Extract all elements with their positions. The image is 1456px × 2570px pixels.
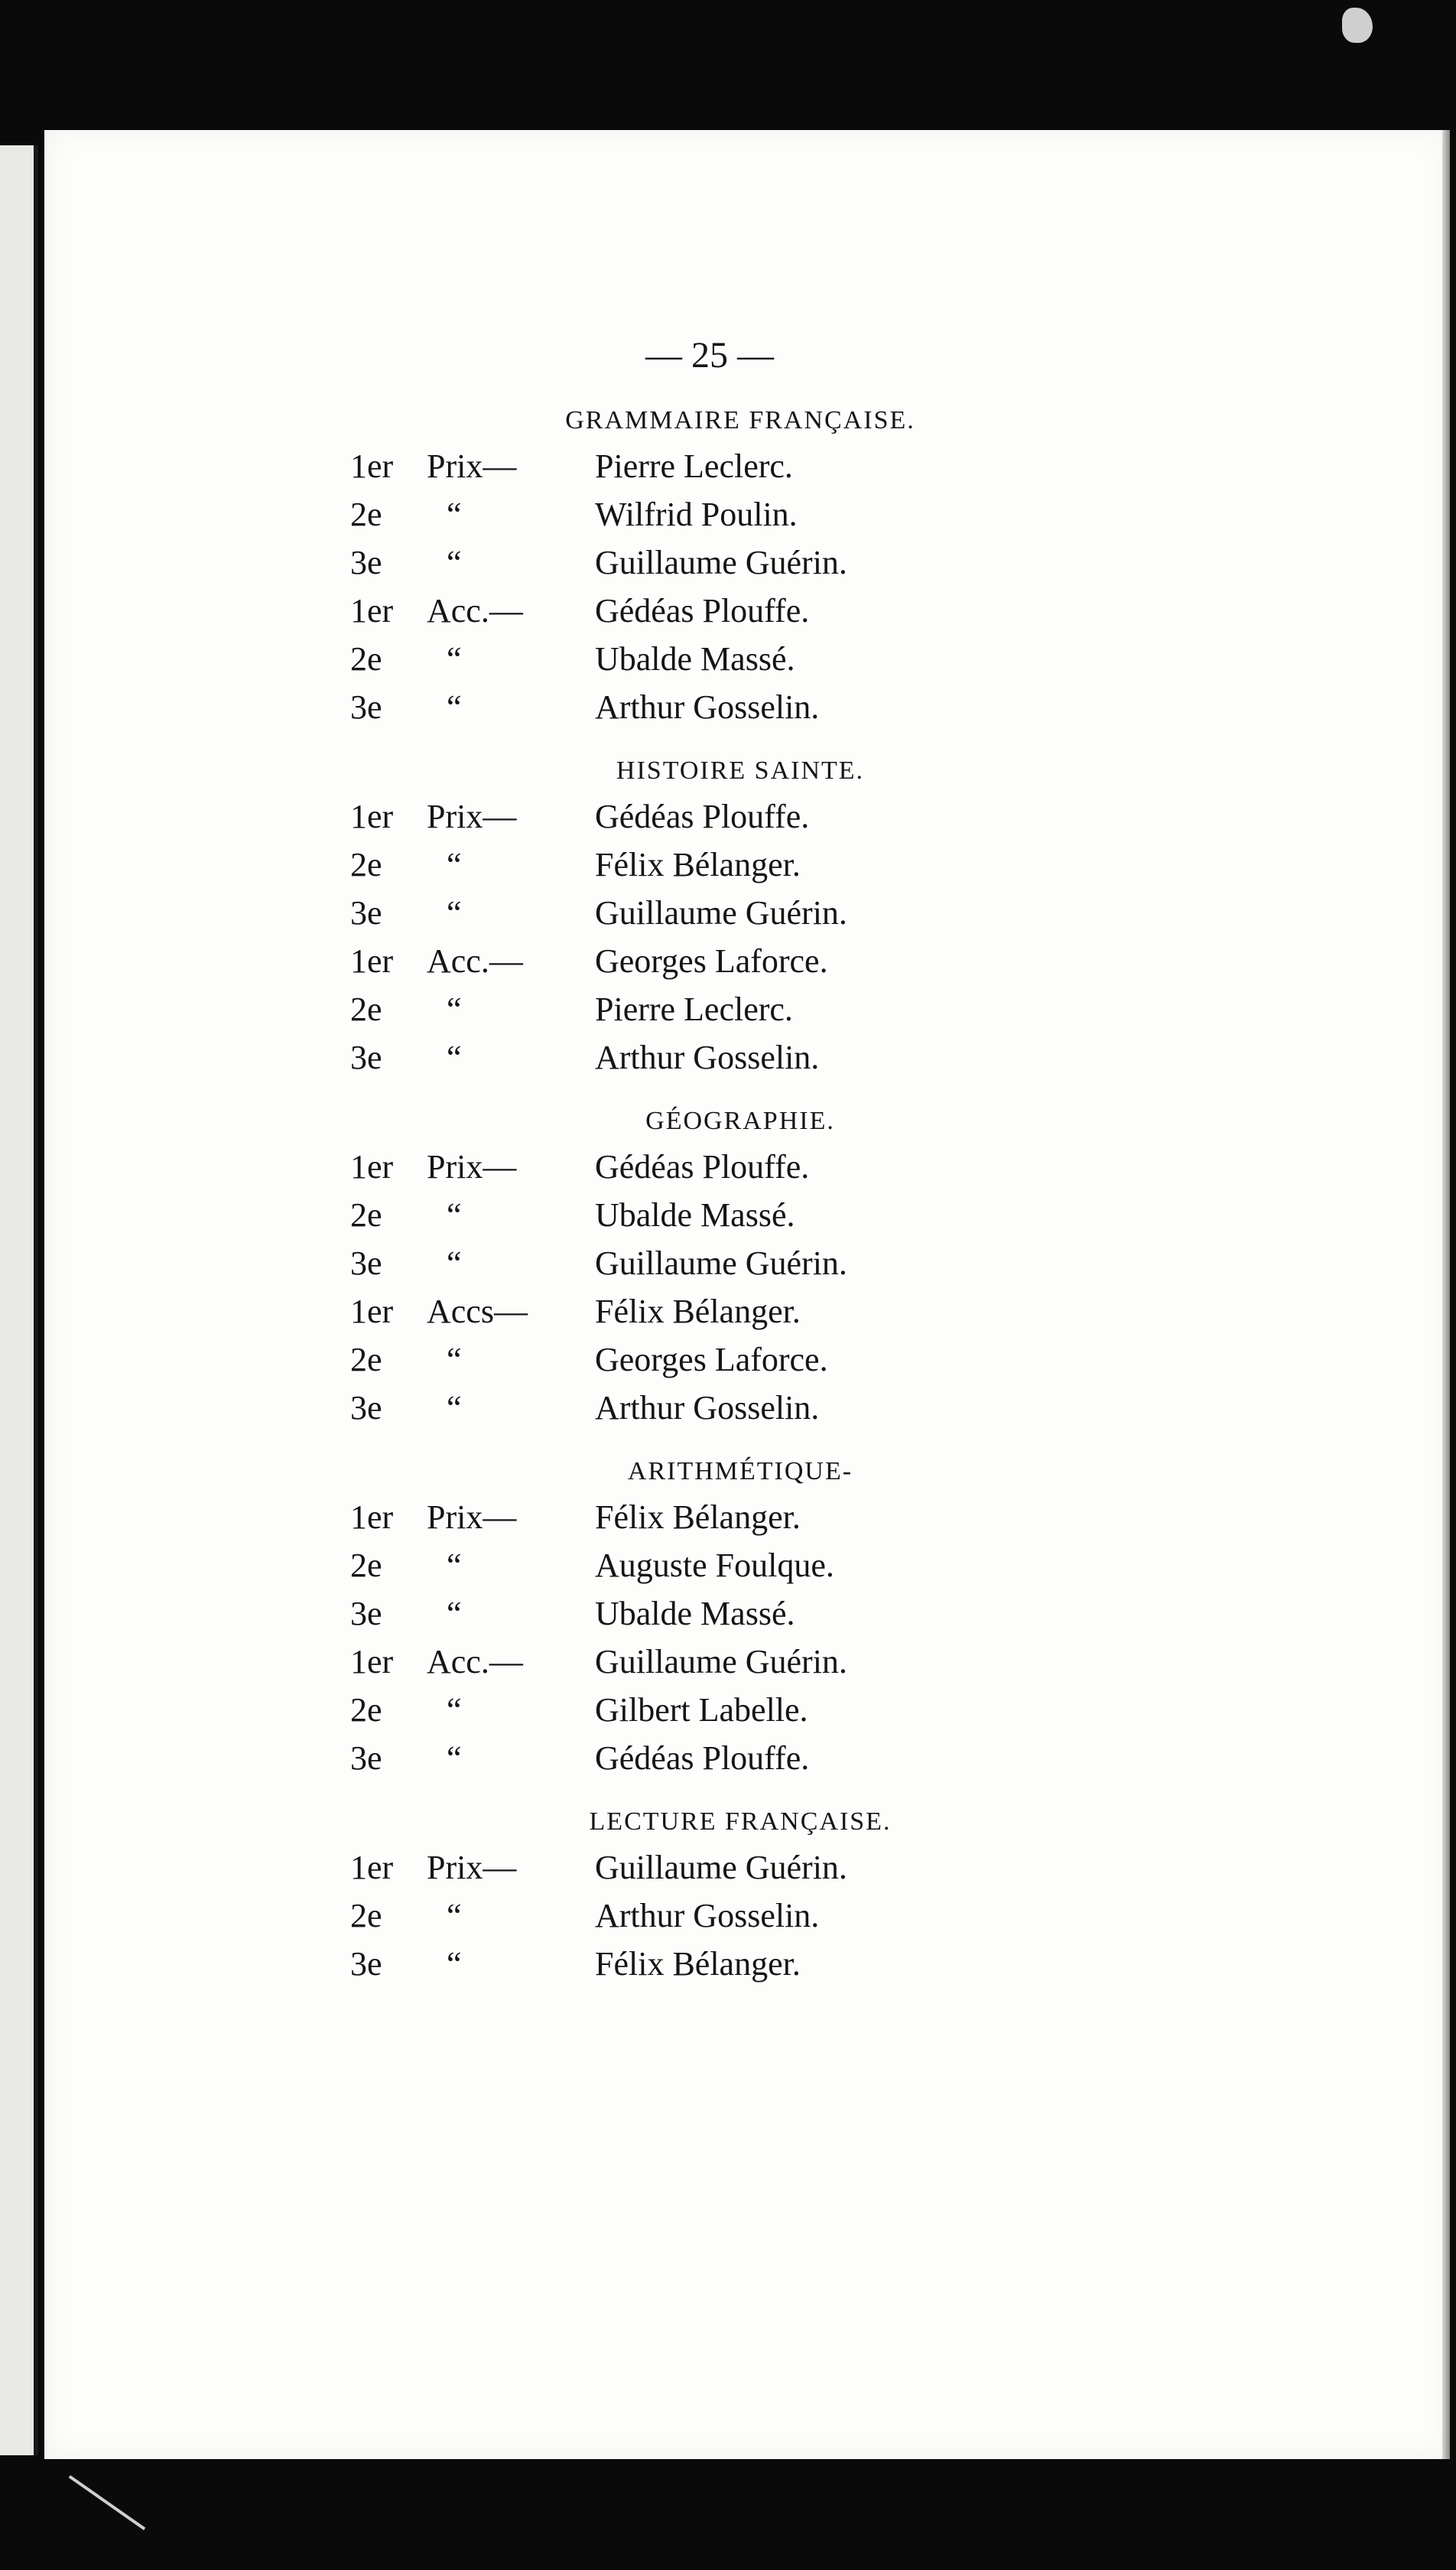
prize-rank: 2e <box>350 1897 382 1934</box>
ditto-mark: “ <box>447 1389 462 1427</box>
section-heading: GRAMMAIRE FRANÇAISE. <box>565 406 915 434</box>
prize-row <box>350 1239 977 1287</box>
ditto-mark: “ <box>447 991 462 1028</box>
prize-rank: 2e <box>350 846 382 883</box>
student-name: Arthur Gosselin. <box>595 688 820 726</box>
prize-rank: 1er <box>350 1643 394 1680</box>
student-name: Gédéas Plouffe. <box>595 592 810 629</box>
student-name: Auguste Foulque. <box>595 1547 834 1584</box>
prize-row <box>350 792 977 841</box>
prize-row <box>350 490 977 538</box>
prize-type: Prix— <box>427 1498 517 1536</box>
prize-row <box>350 1843 977 1892</box>
prize-type: Acc.— <box>427 942 523 980</box>
student-name: Arthur Gosselin. <box>595 1389 820 1427</box>
sections-container <box>350 399 977 1988</box>
student-name: Félix Bélanger. <box>595 846 801 883</box>
prize-section <box>350 1801 977 1988</box>
prize-section <box>350 1450 977 1782</box>
section-heading: LECTURE FRANÇAISE. <box>589 1807 892 1836</box>
prize-type: Prix— <box>427 447 517 485</box>
ditto-mark: “ <box>447 1595 462 1632</box>
prize-rank: 2e <box>350 991 382 1028</box>
ditto-mark: “ <box>447 1897 462 1934</box>
ditto-mark: “ <box>447 544 462 581</box>
prize-rank: 3e <box>350 544 382 581</box>
ditto-mark: “ <box>447 688 462 726</box>
prize-row <box>350 587 977 635</box>
prize-row <box>350 1734 977 1782</box>
student-name: Guillaume Guérin. <box>595 544 847 581</box>
prize-rank: 3e <box>350 894 382 932</box>
prize-row <box>350 1638 977 1686</box>
prize-type: Prix— <box>427 798 517 835</box>
prize-rank: 1er <box>350 447 394 485</box>
student-name: Gédéas Plouffe. <box>595 1739 810 1777</box>
prize-list <box>350 329 977 2006</box>
prize-row <box>350 1191 977 1239</box>
student-name: Georges Laforce. <box>595 942 828 980</box>
ditto-mark: “ <box>447 1039 462 1076</box>
page-number: — 25 — <box>645 335 774 376</box>
student-name: Ubalde Massé. <box>595 1595 795 1632</box>
previous-page-edge <box>0 145 38 2455</box>
prize-row <box>350 1940 977 1988</box>
prize-row <box>350 841 977 889</box>
prize-row <box>350 1541 977 1589</box>
ditto-mark: “ <box>447 1341 462 1378</box>
prize-row <box>350 442 977 490</box>
section-heading: ARITHMÉTIQUE- <box>627 1457 853 1485</box>
prize-section <box>350 399 977 731</box>
prize-rank: 2e <box>350 640 382 678</box>
student-name: Ubalde Massé. <box>595 1196 795 1234</box>
section-heading: HISTOIRE SAINTE. <box>616 756 865 785</box>
prize-row <box>350 538 977 587</box>
ditto-mark: “ <box>447 496 462 533</box>
student-name: Guillaume Guérin. <box>595 894 847 932</box>
student-name: Arthur Gosselin. <box>595 1039 820 1076</box>
prize-row <box>350 1892 977 1940</box>
prize-row <box>350 985 977 1033</box>
student-name: Félix Bélanger. <box>595 1945 801 1983</box>
student-name: Guillaume Guérin. <box>595 1244 847 1282</box>
student-name: Félix Bélanger. <box>595 1293 801 1330</box>
prize-rank: 2e <box>350 1341 382 1378</box>
prize-rank: 3e <box>350 1945 382 1983</box>
prize-type: Accs— <box>427 1293 528 1330</box>
prize-rank: 1er <box>350 592 394 629</box>
student-name: Félix Bélanger. <box>595 1498 801 1536</box>
prize-section <box>350 750 977 1082</box>
prize-rank: 3e <box>350 1389 382 1427</box>
ditto-mark: “ <box>447 1945 462 1983</box>
prize-row <box>350 1287 977 1335</box>
prize-row <box>350 1686 977 1734</box>
student-name: Guillaume Guérin. <box>595 1849 847 1886</box>
prize-rank: 1er <box>350 1849 394 1886</box>
prize-type: Acc.— <box>427 592 523 629</box>
prize-rank: 1er <box>350 1293 394 1330</box>
prize-rank: 1er <box>350 1498 394 1536</box>
prize-row <box>350 937 977 985</box>
student-name: Ubalde Massé. <box>595 640 795 678</box>
student-name: Pierre Leclerc. <box>595 447 793 485</box>
prize-rank: 3e <box>350 1244 382 1282</box>
prize-row <box>350 683 977 731</box>
student-name: Gilbert Labelle. <box>595 1691 808 1729</box>
prize-section <box>350 1100 977 1432</box>
ditto-mark: “ <box>447 1691 462 1729</box>
prize-rank: 3e <box>350 1739 382 1777</box>
prize-type: Acc.— <box>427 1643 523 1680</box>
prize-rank: 2e <box>350 1547 382 1584</box>
prize-rank: 2e <box>350 1691 382 1729</box>
ditto-mark: “ <box>447 846 462 883</box>
student-name: Gédéas Plouffe. <box>595 798 810 835</box>
prize-row <box>350 1493 977 1541</box>
ditto-mark: “ <box>447 640 462 678</box>
scan-artifact <box>69 2475 146 2530</box>
student-name: Arthur Gosselin. <box>595 1897 820 1934</box>
prize-row <box>350 1335 977 1384</box>
document-page <box>44 130 1450 2459</box>
scan-artifact <box>1342 8 1373 43</box>
prize-rank: 2e <box>350 1196 382 1234</box>
ditto-mark: “ <box>447 1196 462 1234</box>
prize-rank: 1er <box>350 798 394 835</box>
section-heading: GÉOGRAPHIE. <box>645 1107 835 1135</box>
student-name: Pierre Leclerc. <box>595 991 793 1028</box>
prize-row <box>350 1033 977 1082</box>
ditto-mark: “ <box>447 1547 462 1584</box>
prize-row <box>350 1384 977 1432</box>
prize-type: Prix— <box>427 1849 517 1886</box>
student-name: Guillaume Guérin. <box>595 1643 847 1680</box>
student-name: Gédéas Plouffe. <box>595 1148 810 1186</box>
student-name: Wilfrid Poulin. <box>595 496 798 533</box>
prize-rank: 3e <box>350 688 382 726</box>
prize-row <box>350 889 977 937</box>
prize-row <box>350 635 977 683</box>
ditto-mark: “ <box>447 1244 462 1282</box>
prize-rank: 2e <box>350 496 382 533</box>
ditto-mark: “ <box>447 1739 462 1777</box>
prize-rank: 1er <box>350 1148 394 1186</box>
prize-rank: 3e <box>350 1595 382 1632</box>
ditto-mark: “ <box>447 894 462 932</box>
prize-row <box>350 1143 977 1191</box>
prize-rank: 3e <box>350 1039 382 1076</box>
prize-rank: 1er <box>350 942 394 980</box>
prize-row <box>350 1589 977 1638</box>
student-name: Georges Laforce. <box>595 1341 828 1378</box>
prize-type: Prix— <box>427 1148 517 1186</box>
page-edge <box>1442 130 1450 2459</box>
